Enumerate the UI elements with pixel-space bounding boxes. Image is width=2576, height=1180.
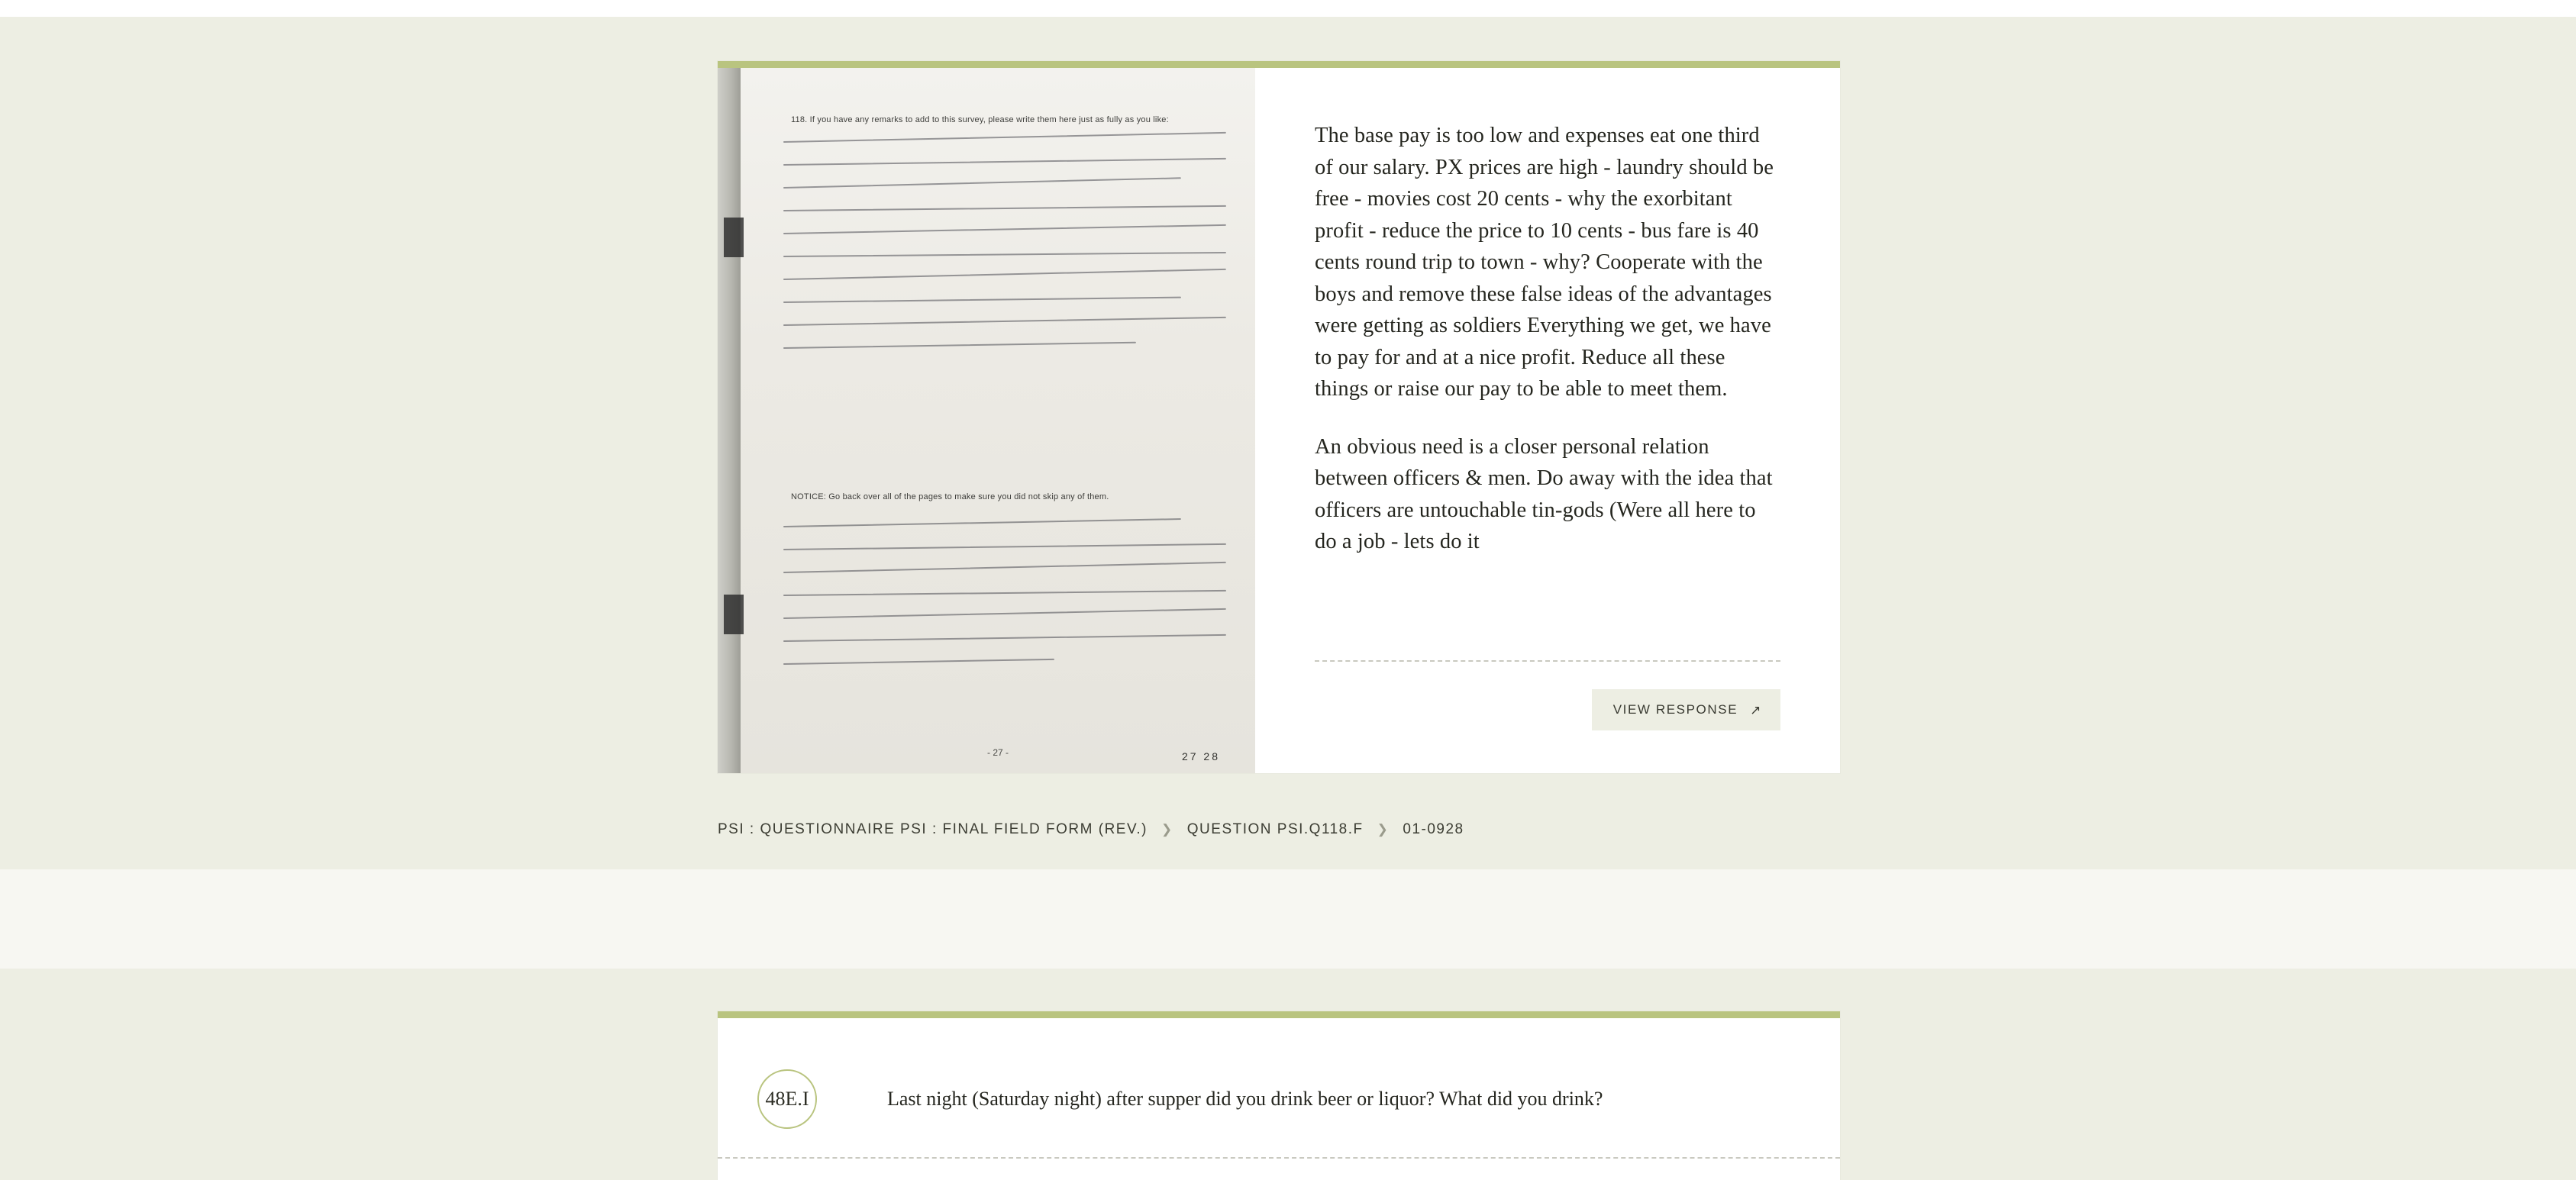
handwriting-block-1: [783, 141, 1235, 370]
scanned-document-image[interactable]: [718, 68, 1255, 773]
scan-punch-hole-1: [724, 218, 744, 257]
question-text: Last night (Saturday night) after supper did you drink beer or liquor? What did you drink?: [887, 1088, 1603, 1110]
handwriting-block-2: [783, 526, 1235, 686]
scan-binding-edge: [718, 68, 741, 773]
breadcrumb-item-collection[interactable]: PSI : QUESTIONNAIRE PSI : FINAL FIELD FORM (REV.): [718, 821, 1148, 837]
question-card-body: [718, 1018, 1840, 1133]
question-number-badge: 48E.I: [757, 1069, 817, 1129]
question-card-accent-rule: [718, 1011, 1840, 1018]
question-card: [718, 1011, 1840, 1180]
view-response-label: VIEW RESPONSE: [1612, 702, 1738, 717]
response-card: [718, 61, 1840, 773]
scan-punch-hole-2: [724, 595, 744, 634]
breadcrumb-item-question[interactable]: QUESTION PSI.Q118.F: [1186, 821, 1364, 837]
scan-page-number: - 27 -: [986, 747, 1009, 758]
top-white-strip: [0, 0, 2576, 17]
breadcrumb-item-response-id[interactable]: 01-0928: [1403, 821, 1464, 837]
transcription-paragraph-1: The base pay is too low and expenses eat one third of our salary. PX prices are high - laundry should be free - movies cost 20 cents - why the exorbitant profit - reduce the price to 10 cents - bus fare is 40 cents round trip to town - why? Cooperate with the boys and remove these false ideas of the advantages were getting as soldiers Everything we get, we have to pay for and at a nice profit. Reduce all these things or raise our pay to be able to meet them.: [1315, 124, 1774, 401]
scan-notice-text: NOTICE: Go back over all of the pages to make sure you did not skip any of them.: [791, 492, 1109, 501]
question-card-dashed-divider: [718, 1157, 1840, 1159]
transcription-paragraph-2: An obvious need is a closer personal relation between officers & men. Do away with the idea that officers are untouchable tin-gods (Were all here to do a job - lets do it: [1315, 434, 1773, 553]
transcription-pane: [1255, 68, 1840, 773]
response-card-body: [718, 68, 1840, 773]
transcription-fade-overlay: [1315, 569, 1780, 660]
view-response-button[interactable]: [1592, 689, 1780, 730]
scan-archival-marks: 27 28: [1181, 750, 1220, 762]
external-link-arrow-icon: ↗: [1750, 702, 1762, 717]
scan-question-header: 118. If you have any remarks to add to this survey, please write them here just as fully as you like:: [791, 115, 1169, 124]
chevron-right-icon: ❯: [1377, 822, 1390, 837]
card-accent-rule: [718, 61, 1840, 68]
chevron-right-icon: ❯: [1161, 822, 1173, 837]
transcription-dashed-divider: [1315, 660, 1780, 662]
scan-sheet: [741, 68, 1255, 773]
section-divider-band: [0, 869, 2576, 969]
breadcrumb: [718, 821, 1464, 838]
